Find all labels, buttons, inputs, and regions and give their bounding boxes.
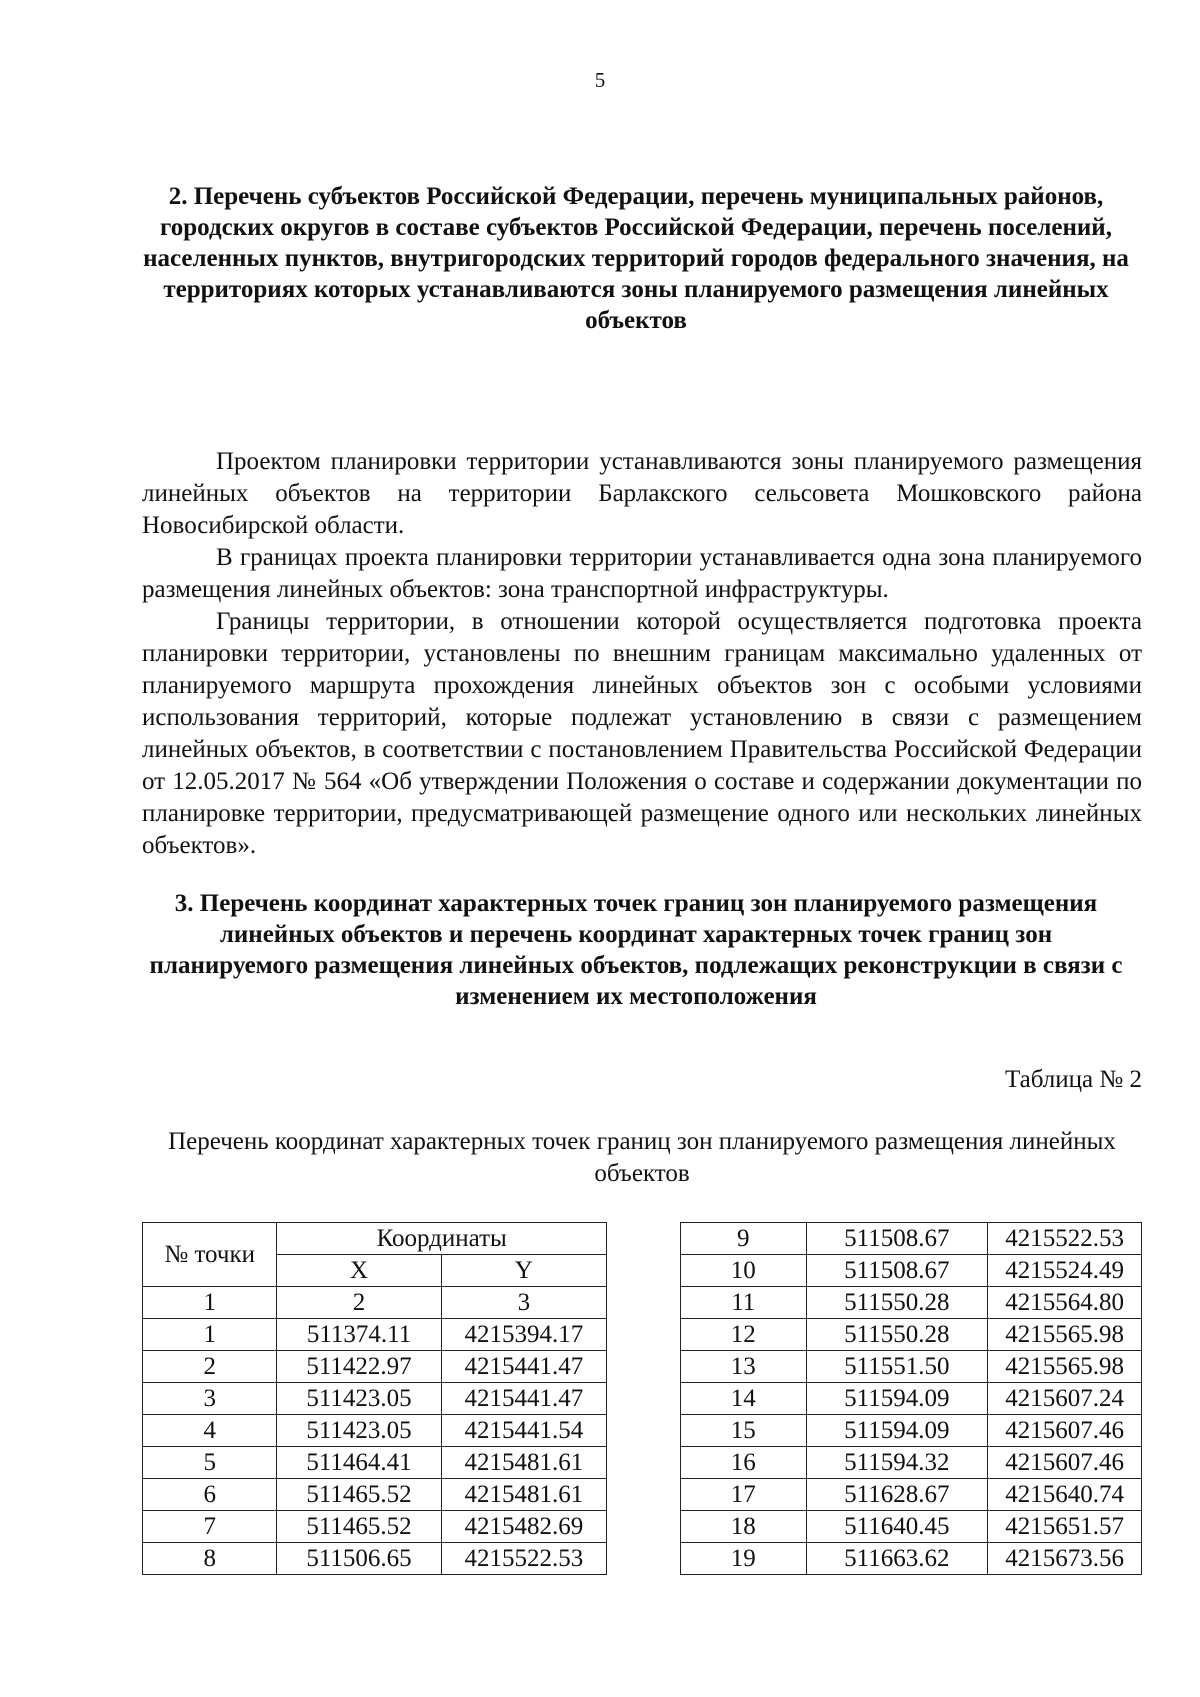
point-number-cell: 8 [143,1543,277,1575]
paragraph: Проектом планировки территории устанавливаются зоны планируемого размещения линейных объектов на территории Барлакского сельсовета Мошковского района Новосибирской области. [142,448,1142,539]
point-number-cell: 2 [143,1351,277,1383]
section-2-body [142,446,1142,862]
x-coordinate-cell: 511628.67 [806,1479,988,1511]
point-number-cell: 7 [143,1511,277,1543]
y-coordinate-cell: 4215481.61 [441,1447,606,1479]
point-number-cell: 10 [681,1255,807,1287]
paragraph: Границы территории, в отношении которой осуществляется подготовка проекта планировки территории, установлены по внешним границам максимально удаленных от планируемого маршрута прохождения линейных объектов зон с особыми условиями использования территорий, которые подлежат установлению в связи с размещением линейных объектов, в соответствии с постановлением Правительства Российской Федерации от 12.05.2017 № 564 «Об утверждении Положения о составе и содержании документации по планировке территории, предусматривающей размещение одного или нескольких линейных объектов». [142,608,1142,859]
table-row [681,1511,1142,1543]
point-number-cell: 16 [681,1447,807,1479]
y-coordinate-cell: 4215441.47 [441,1383,606,1415]
x-coordinate-cell: 511640.45 [806,1511,988,1543]
point-number-cell: 12 [681,1319,807,1351]
table-caption: Перечень координат характерных точек границ зон планируемого размещения линейных объектов [168,1128,1116,1187]
table-row [681,1479,1142,1511]
header-point-number: № точки [143,1223,277,1287]
x-coordinate-cell: 511465.52 [277,1479,441,1511]
y-coordinate-cell: 4215565.98 [988,1319,1142,1351]
table-row [681,1287,1142,1319]
coordinates-table-left [142,1222,607,1575]
table-row [681,1383,1142,1415]
table-row [143,1479,607,1511]
x-coordinate-cell: 511594.32 [806,1447,988,1479]
table-row [681,1543,1142,1575]
point-number-cell: 19 [681,1543,807,1575]
y-coordinate-cell: 4215607.46 [988,1447,1142,1479]
table-row [143,1511,607,1543]
y-coordinate-cell: 4215394.17 [441,1319,606,1351]
y-coordinate-cell: 4215673.56 [988,1543,1142,1575]
point-number-cell: 13 [681,1351,807,1383]
y-coordinate-cell: 4215640.74 [988,1479,1142,1511]
table-row [143,1383,607,1415]
y-coordinate-cell: 4215522.53 [441,1543,606,1575]
y-coordinate-cell: 4215564.80 [988,1287,1142,1319]
y-coordinate-cell: 4215607.46 [988,1415,1142,1447]
table-row [681,1255,1142,1287]
table-row [143,1319,607,1351]
table-row [143,1351,607,1383]
section-3-title: 3. Перечень координат характерных точек границ зон планируемого размещения линейных объектов и перечень координат характерных точек границ зон планируемого размещения линейных объектов, подлежащих реконструкции в связи с изменением их местоположения [149,890,1123,1010]
x-coordinate-cell: 511551.50 [806,1351,988,1383]
point-number-cell: 4 [143,1415,277,1447]
point-number-cell: 17 [681,1479,807,1511]
table-body-left [143,1319,607,1575]
header-column-number: 1 [143,1287,277,1319]
x-coordinate-cell: 511464.41 [277,1447,441,1479]
table-row [681,1351,1142,1383]
x-coordinate-cell: 511422.97 [277,1351,441,1383]
y-coordinate-cell: 4215441.54 [441,1415,606,1447]
table-row [681,1319,1142,1351]
point-number-cell: 14 [681,1383,807,1415]
point-number-cell: 18 [681,1511,807,1543]
table-row [681,1415,1142,1447]
table-row [143,1447,607,1479]
x-coordinate-cell: 511594.09 [806,1383,988,1415]
y-coordinate-cell: 4215565.98 [988,1351,1142,1383]
y-coordinate-cell: 4215482.69 [441,1511,606,1543]
section-2-title: 2. Перечень субъектов Российской Федерации, перечень муниципальных районов, городских округов в составе субъектов Российской Федерации, перечень поселений, населенных пунктов, внутригородских территорий городов федерального значения, на территориях которых устанавливаются зоны планируемого размещения линейных объектов [143,183,1129,334]
table-row [681,1447,1142,1479]
x-coordinate-cell: 511508.67 [806,1223,988,1255]
y-coordinate-cell: 4215481.61 [441,1479,606,1511]
table-label: Таблица № 2 [1004,1066,1142,1093]
x-coordinate-cell: 511465.52 [277,1511,441,1543]
table-row [143,1415,607,1447]
header-x: X [277,1255,441,1287]
y-coordinate-cell: 4215441.47 [441,1351,606,1383]
header-y: Y [441,1255,606,1287]
x-coordinate-cell: 511374.11 [277,1319,441,1351]
point-number-cell: 3 [143,1383,277,1415]
paragraph: В границах проекта планировки территории устанавливается одна зона планируемого размещения линейных объектов: зона транспортной инфраструктуры. [142,544,1142,603]
x-coordinate-cell: 511423.05 [277,1383,441,1415]
point-number-cell: 5 [143,1447,277,1479]
point-number-cell: 6 [143,1479,277,1511]
x-coordinate-cell: 511550.28 [806,1287,988,1319]
x-coordinate-cell: 511506.65 [277,1543,441,1575]
y-coordinate-cell: 4215524.49 [988,1255,1142,1287]
coordinates-table-right [680,1222,1142,1575]
point-number-cell: 11 [681,1287,807,1319]
header-column-number: 3 [441,1287,606,1319]
table-row [681,1223,1142,1255]
header-column-number: 2 [277,1287,441,1319]
point-number-cell: 1 [143,1319,277,1351]
y-coordinate-cell: 4215607.24 [988,1383,1142,1415]
x-coordinate-cell: 511663.62 [806,1543,988,1575]
point-number-cell: 15 [681,1415,807,1447]
y-coordinate-cell: 4215651.57 [988,1511,1142,1543]
x-coordinate-cell: 511594.09 [806,1415,988,1447]
x-coordinate-cell: 511550.28 [806,1319,988,1351]
table-body-right [681,1223,1142,1575]
point-number-cell: 9 [681,1223,807,1255]
x-coordinate-cell: 511508.67 [806,1255,988,1287]
y-coordinate-cell: 4215522.53 [988,1223,1142,1255]
page-number: 5 [594,68,606,92]
x-coordinate-cell: 511423.05 [277,1415,441,1447]
header-coordinates: Координаты [277,1223,607,1255]
table-row [143,1543,607,1575]
